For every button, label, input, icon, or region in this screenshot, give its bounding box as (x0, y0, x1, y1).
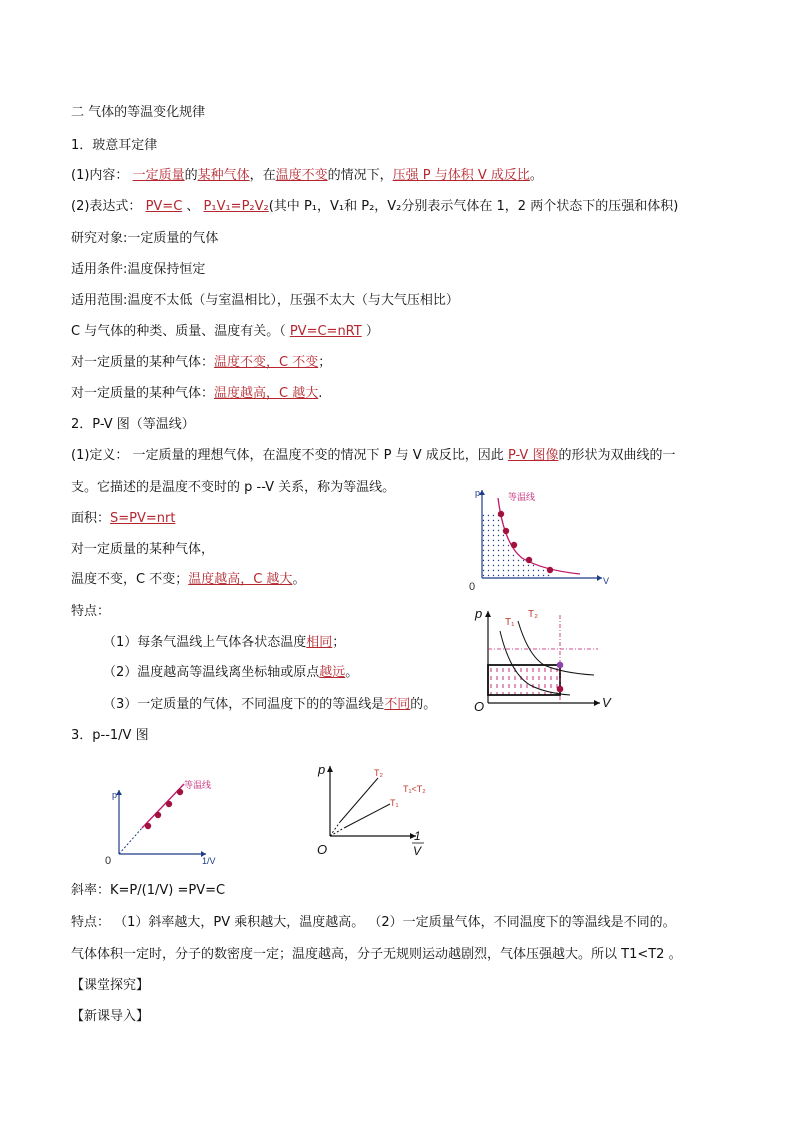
line-t1 (344, 804, 390, 828)
state-point (557, 662, 564, 669)
p-inverse-v-figure (102, 772, 226, 868)
p-label: p (475, 606, 483, 621)
area-line: 面积：S=PV=nrt (71, 511, 176, 526)
v-label: V (603, 576, 610, 586)
state-point (498, 511, 504, 517)
p-label: p (112, 790, 118, 800)
p-1v-title: 3．p--1/V 图 (71, 728, 149, 743)
line-t2 (340, 778, 378, 822)
p-label: p (318, 762, 326, 777)
c-increase-line: 对一定质量的某种气体：温度越高，C 越大. (71, 386, 323, 401)
feature-title: 特点： (71, 604, 111, 619)
origin-label: 0 (469, 581, 476, 593)
c-constant-line: 对一定质量的某种气体：温度不变，C 不变； (71, 355, 332, 370)
state-point (557, 686, 564, 693)
state-point (177, 789, 183, 795)
isotherm-label: 等温线 (508, 492, 536, 502)
slope-line: 斜率：K=P/(1/V) =PV=C (71, 883, 226, 898)
state-point (155, 812, 161, 818)
feature-2: （2）温度越高等温线离坐标轴或原点越远。 (103, 665, 359, 680)
two-lines-figure (314, 758, 444, 860)
state-point (145, 823, 151, 829)
new-lesson-intro: 【新课导入】 (71, 1009, 150, 1024)
pv-title: 2．P-V 图（等温线） (71, 417, 195, 432)
condition-line: 适用条件:温度保持恒定 (71, 262, 206, 277)
fraction-num: 1 (414, 829, 421, 843)
definition-line-2: 支。它描述的是温度不变时的 p --V 关系，称为等温线。 (71, 480, 396, 495)
range-line: 适用范围:温度不太低（与室温相比），压强不太大（与大气压相比） (71, 293, 459, 308)
t2-label: T₂ (374, 768, 383, 778)
definition-line-1: (1)定义： 一定质量的理想气体，在温度不变的情况下 P 与 V 成反比，因此 P-V 图像的形状为双曲线的一 (71, 448, 676, 463)
v-label: V (602, 695, 611, 710)
state-point (511, 542, 517, 548)
p-label: p (475, 488, 481, 498)
section-title: 二 气体的等温变化规律 (71, 105, 206, 120)
isotherm-label: 等温线 (184, 780, 212, 790)
research-object: 研究对象:一定质量的气体 (71, 231, 219, 246)
content-line: (1)内容： 一定质量的某种气体，在温度不变的情况下，压强 P 与体积 V 成反比。 (71, 168, 543, 183)
classroom-explore: 【课堂探究】 (71, 978, 150, 993)
expression-line: (2)表达式： PV=C 、 P₁V₁=P₂V₂(其中 P₁，V₁和 P₂，V₂分别表示气体在 1，2 两个状态下的压强和体积) (71, 199, 679, 214)
boyle-law-title: 1．玻意耳定律 (71, 138, 158, 153)
origin-label: O (474, 699, 485, 714)
origin-label: O (317, 842, 328, 857)
t1-label: T₁ (390, 798, 399, 808)
extrapolation-line (119, 828, 142, 854)
c-depends-line: C 与气体的种类、质量、温度有关。（ PV=C=nRT ） (71, 324, 379, 339)
t1-label: T₁ (505, 617, 515, 628)
fraction-den: V (413, 844, 422, 858)
molecular-line: 气体体积一定时，分子的数密度一定；温度越高，分子无规则运动越剧烈，气体压强越大。所以 T1<T2 。 (71, 947, 682, 962)
state-point (166, 801, 172, 807)
state-point (503, 528, 509, 534)
t2-label: T₂ (528, 609, 538, 620)
pv-isotherm-figure (462, 484, 618, 594)
compare-label: T₁<T₂ (403, 784, 426, 794)
two-isotherms-figure (470, 603, 618, 715)
temp-line: 温度不变，C 不变；温度越高，C 越大。 (71, 572, 306, 587)
state-point (547, 567, 553, 573)
feature-1: （1）每条气温线上气体各状态温度相同； (103, 635, 346, 650)
inverse-v-label: 1/V (202, 856, 216, 866)
origin-label: 0 (105, 855, 112, 867)
state-point (526, 557, 532, 563)
feature-3: （3）一定质量的气体，不同温度下的的等温线是不同的。 (103, 697, 437, 712)
gas-line: 对一定质量的某种气体， (71, 542, 215, 557)
feature-line-2: 特点： （1）斜率越大，PV 乘积越大，温度越高。 （2）一定质量气体，不同温度下的等温线是不同的。 (71, 915, 676, 930)
